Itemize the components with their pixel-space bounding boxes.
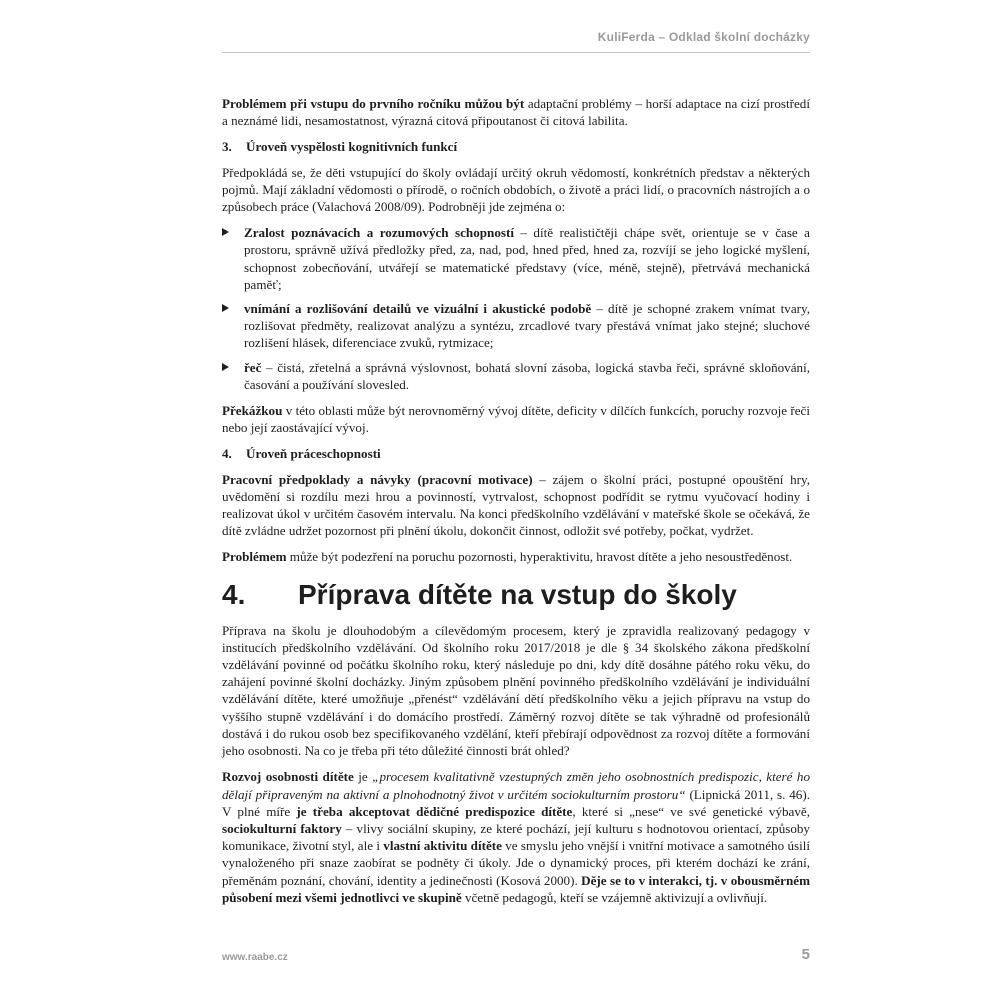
bold-text: Pracovní předpoklady a návyky (pracovní motivace) — [222, 471, 533, 487]
triangle-bullet-icon — [222, 304, 229, 312]
chapter-heading — [222, 578, 810, 612]
bold-text: řeč — [244, 359, 262, 375]
running-header: KuliFerda – Odklad školní docházky — [597, 30, 810, 44]
page-number: 5 — [801, 946, 810, 963]
chapter-title: Příprava dítěte na vstup do školy — [298, 578, 737, 610]
bullet-list — [222, 224, 810, 393]
bold-text: Překážkou — [222, 403, 283, 419]
text: včetně pedagogů, kteří se vzájemně aktivizují a ovlivňují. — [461, 889, 768, 905]
text: – dítě je schopné zrakem vnímat tvary, rozlišovat předměty, realizovat analýzu a syntézu, zrcadlové tvary přestává vnímat jako stejné; sluchové rozlišení hlásek, diferenciace zvuků, rytmizace; — [244, 301, 810, 351]
section-4-heading — [222, 445, 810, 462]
paragraph-problem — [222, 548, 810, 565]
list-item — [222, 300, 810, 352]
paragraph-personality — [222, 768, 810, 906]
paragraph-work-habits — [222, 471, 810, 540]
bold-text: je třeba akceptovat dědičné predispozice dítěte — [296, 803, 573, 819]
footer-url: www.raabe.cz — [222, 952, 288, 963]
paragraph-intro — [222, 95, 810, 129]
text: – čistá, zřetelná a správná výslovnost, bohatá slovní zásoba, logická stavba řeči, správné skloňování, časování a používání slovesled. — [244, 359, 810, 392]
section-number: 3. — [222, 139, 232, 155]
bold-text: Děje se to v interakci, tj. v obousměrném působení mezi všemi jednotlivci ve skupině — [222, 872, 810, 905]
quote-text: „procesem kvalitativně vzestupných změn jeho osobnostních predispozic, které ho dělají připraveným na aktivní a plnohodnotný život v určitém sociokulturním prostoru“ — [222, 769, 810, 802]
paragraph-chapter-intro: Příprava na školu je dlouhodobým a cílevědomým procesem, který je zpravidla realizovaný pedagogy v institucích předškolního vzdělávání. Od školního roku 2017/2018 je dle § 34 školského zákona předškolní vzdělávání povinné od počátku školního roku, který následuje po dni, kdy dítě dosáhne pátého roku věku, do zahájení povinné školní docházky. Jiným způsobem plnění povinného předškolního vzdělávání je individuální vzdělávání dítěte, které umožňuje „přenést“ vzdělávání dětí předškolního věku a jejich přípravu na vstup do vyššího stupně vzdělávání i do domácího prostředí. Záměrný rozvoj dítěte se tak výhradně od profesionálů dostává i do rukou osob bez specifikovaného vzdělání, kteří přebírají odpovědnost za rozvoj dítěte a formování jeho osobnosti. Na co je třeba při této důležité činnosti brát ohled? — [222, 622, 810, 759]
text: v této oblasti může být nerovnoměrný vývoj dítěte, deficity v dílčích funkcích, poruchy rozvoje řeči nebo její zaostávající vývoj. — [222, 403, 810, 436]
section-3-heading — [222, 138, 810, 155]
bold-text: vlastní aktivitu dítěte — [383, 838, 502, 854]
list-item — [222, 224, 810, 293]
text: adaptační problémy – horší adaptace na cizí prostředí a neznámé lidi, nesamostatnost, výrazná citová připoutanost či citová labilita. — [222, 96, 810, 129]
chapter-number: 4. — [222, 578, 246, 610]
section-title: Úroveň vyspělosti kognitivních funkcí — [246, 139, 458, 155]
page-body — [222, 95, 810, 915]
paragraph-obstacle — [222, 402, 810, 436]
bold-text: Problémem — [222, 549, 287, 565]
bold-text: Zralost poznávacích a rozumových schopností — [244, 225, 514, 241]
text: může být podezření na poruchu pozornosti, hyperaktivitu, hravost dítěte a jeho nesoustředěnost. — [286, 549, 793, 565]
text: ve smyslu jeho vnější i vnitřní motivace a samotného úsilí vynaloženého při snaze zaobírat se podněty či úkoly. Jde o dynamický proces, při kterém dochází ke zrání, přeměnám poznání, chování, identity a jedinečnosti (Kosová 2000). — [222, 838, 810, 888]
bold-text: Problémem při vstupu do prvního ročníku můžou být — [222, 96, 525, 111]
bold-text: vnímání a rozlišování detailů ve vizuální i akustické podobě — [244, 301, 592, 317]
triangle-bullet-icon — [222, 363, 229, 371]
bold-text: Rozvoj osobnosti dítěte — [222, 769, 354, 785]
paragraph-section-3-intro: Předpokládá se, že děti vstupující do školy ovládají určitý okruh vědomostí, konkrétních představ a některých pojmů. Mají základní vědomosti o přírodě, o ročních obdobích, o životě a práci lidí, o pracovních nástrojích a o způsobech práce (Valachová 2008/09). Podrobněji jde zejména o: — [222, 164, 810, 215]
text: – vlivy sociální skupiny, ze které pochází, její kulturu s hodnotovou orientací, způsoby komunikace, životní styl, ale i — [222, 820, 810, 854]
section-title: Úroveň práceschopnosti — [246, 446, 381, 462]
text: je — [353, 769, 373, 785]
section-number: 4. — [222, 446, 232, 462]
text: – zájem o školní práci, postupné opouštění hry, uvědomění si rozdílu mezi hrou a povinností, vytrvalost, schopnost podřídit se rytmu vyučovací hodiny i realizovat úkol v určitém časovém intervalu. Na konci předškolního vzdělávání v mateřské škole se očekává, že dítě zvládne udržet pozornost při plnění úkolu, dokončit činnost, odložit své potřeby, počkat, vydržet. — [222, 471, 810, 539]
bold-text: sociokulturní faktory — [222, 820, 342, 836]
text: , které si „nese“ ve své genetické výbavě, — [572, 803, 811, 819]
text: (Lipnická 2011, s. 46). V plné míře — [222, 786, 810, 819]
triangle-bullet-icon — [222, 228, 229, 236]
header-divider — [222, 52, 810, 53]
text: – dítě realističtěji chápe svět, orientuje se v čase a prostoru, správně užívá předložky před, za, nad, pod, hned před, hned za, rozvíjí se jeho logické myšlení, schopnost zobecňování, utvářejí se matematické představy (více, méně, stejně), přetrvává mechanická paměť; — [244, 225, 810, 292]
list-item — [222, 359, 810, 393]
